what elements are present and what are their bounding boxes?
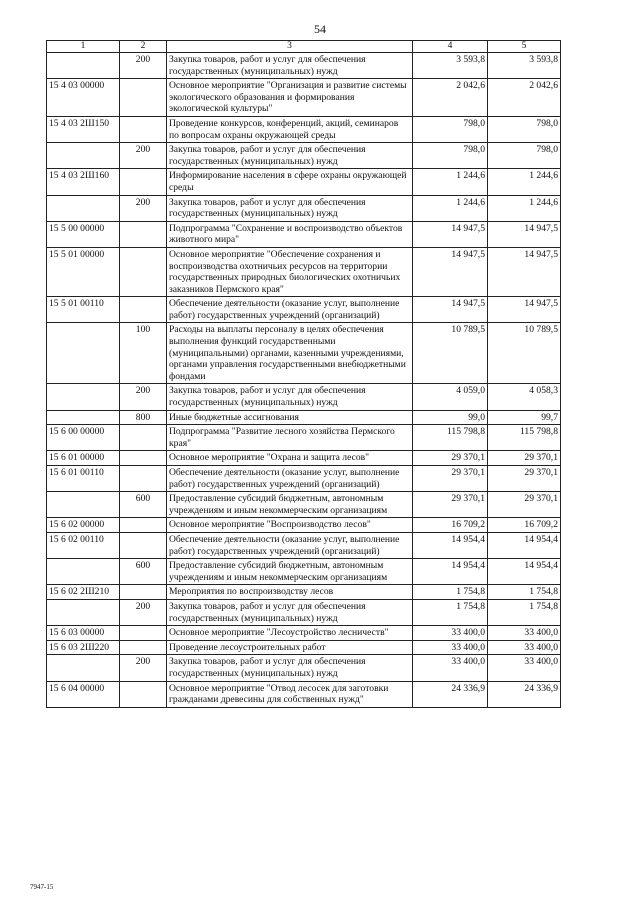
amount-col4-cell: 29 370,1	[413, 466, 488, 492]
amount-col5-cell: 4 058,3	[488, 384, 561, 410]
amount-col5-cell: 798,0	[488, 116, 561, 142]
amount-col5-cell: 29 370,1	[488, 451, 561, 466]
item-name-cell: Проведение конкурсов, конференций, акций, семинаров по вопросам охраны окружающей среды	[167, 116, 413, 142]
amount-col4-cell: 3 593,8	[413, 53, 488, 79]
code-cell: 15 5 00 00000	[47, 221, 120, 247]
expense-type-cell: 200	[120, 599, 167, 625]
table-row	[47, 297, 561, 323]
amount-col5-cell: 1 244,6	[488, 195, 561, 221]
expense-type-cell	[120, 247, 167, 296]
item-name-cell: Расходы на выплаты персоналу в целях обеспечения выполнения функций государственными (муниципальными) органами, казенными учреждениями, органами управления государственными внебюджетными фондами	[167, 323, 413, 384]
amount-col4-cell: 24 336,9	[413, 681, 488, 707]
amount-col5-cell: 14 947,5	[488, 247, 561, 296]
table-row	[47, 384, 561, 410]
amount-col5-cell: 14 947,5	[488, 297, 561, 323]
amount-col4-cell: 1 754,8	[413, 585, 488, 600]
amount-col5-cell: 1 754,8	[488, 599, 561, 625]
item-name-cell: Проведение лесоустроительных работ	[167, 640, 413, 655]
table-row	[47, 53, 561, 79]
amount-col4-cell: 115 798,8	[413, 425, 488, 451]
code-cell: 15 6 01 00110	[47, 466, 120, 492]
expense-type-cell	[120, 626, 167, 641]
expense-type-cell	[120, 169, 167, 195]
expense-type-cell: 200	[120, 655, 167, 681]
code-cell	[47, 655, 120, 681]
table-row	[47, 195, 561, 221]
table-row	[47, 681, 561, 707]
item-name-cell: Основное мероприятие "Обеспечение сохранения и воспроизводства охотничьих ресурсов на территории государственных природных биологических охотничьих заказников Пермского края"	[167, 247, 413, 296]
amount-col5-cell: 99,7	[488, 410, 561, 425]
code-cell: 15 5 01 00000	[47, 247, 120, 296]
item-name-cell: Предоставление субсидий бюджетным, автономным учреждениям и иным некоммерческим организациям	[167, 492, 413, 518]
amount-col5-cell: 14 954,4	[488, 559, 561, 585]
page-number: 54	[314, 22, 326, 36]
item-name-cell: Закупка товаров, работ и услуг для обеспечения государственных (муниципальных) нужд	[167, 143, 413, 169]
code-cell	[47, 323, 120, 384]
amount-col4-cell: 14 947,5	[413, 221, 488, 247]
table-row	[47, 655, 561, 681]
table-row	[47, 451, 561, 466]
code-cell	[47, 143, 120, 169]
item-name-cell: Основное мероприятие "Лесоустройство лесничеств"	[167, 626, 413, 641]
code-cell	[47, 492, 120, 518]
table-row	[47, 599, 561, 625]
item-name-cell: Обеспечение деятельности (оказание услуг, выполнение работ) государственных учреждений (организаций)	[167, 532, 413, 558]
code-cell	[47, 559, 120, 585]
table-row	[47, 323, 561, 384]
code-cell: 15 4 03 2Ш150	[47, 116, 120, 142]
code-cell: 15 6 00 00000	[47, 425, 120, 451]
code-cell	[47, 384, 120, 410]
expense-type-cell: 100	[120, 323, 167, 384]
expense-type-cell	[120, 466, 167, 492]
item-name-cell: Закупка товаров, работ и услуг для обеспечения государственных (муниципальных) нужд	[167, 195, 413, 221]
expense-type-cell	[120, 640, 167, 655]
col-header-1: 1	[47, 41, 120, 53]
amount-col4-cell: 10 789,5	[413, 323, 488, 384]
header-row	[47, 41, 561, 53]
table-row	[47, 466, 561, 492]
table-row	[47, 626, 561, 641]
amount-col4-cell: 2 042,6	[413, 79, 488, 117]
code-cell	[47, 599, 120, 625]
amount-col5-cell: 33 400,0	[488, 655, 561, 681]
amount-col5-cell: 33 400,0	[488, 640, 561, 655]
amount-col4-cell: 16 709,2	[413, 518, 488, 533]
item-name-cell: Иные бюджетные ассигнования	[167, 410, 413, 425]
item-name-cell: Основное мероприятие "Отвод лесосек для заготовки гражданами древесины для собственных нужд"	[167, 681, 413, 707]
table-row	[47, 79, 561, 117]
item-name-cell: Информирование населения в сфере охраны окружающей среды	[167, 169, 413, 195]
amount-col4-cell: 4 059,0	[413, 384, 488, 410]
col-header-2: 2	[120, 41, 167, 53]
amount-col4-cell: 29 370,1	[413, 492, 488, 518]
amount-col5-cell: 29 370,1	[488, 466, 561, 492]
amount-col5-cell: 29 370,1	[488, 492, 561, 518]
code-cell: 15 4 03 2Ш160	[47, 169, 120, 195]
expense-type-cell: 200	[120, 53, 167, 79]
expense-type-cell: 600	[120, 559, 167, 585]
expense-type-cell	[120, 518, 167, 533]
item-name-cell: Мероприятия по воспроизводству лесов	[167, 585, 413, 600]
amount-col4-cell: 798,0	[413, 143, 488, 169]
item-name-cell: Обеспечение деятельности (оказание услуг, выполнение работ) государственных учреждений (организаций)	[167, 466, 413, 492]
amount-col4-cell: 1 754,8	[413, 599, 488, 625]
amount-col4-cell: 33 400,0	[413, 655, 488, 681]
code-cell: 15 5 01 00110	[47, 297, 120, 323]
table-row	[47, 169, 561, 195]
amount-col5-cell: 1 244,6	[488, 169, 561, 195]
code-cell: 15 6 02 2Ш210	[47, 585, 120, 600]
item-name-cell: Подпрограмма "Сохранение и воспроизводство объектов животного мира"	[167, 221, 413, 247]
code-cell: 15 6 03 00000	[47, 626, 120, 641]
item-name-cell: Основное мероприятие "Охрана и защита лесов"	[167, 451, 413, 466]
table-row	[47, 247, 561, 296]
amount-col4-cell: 33 400,0	[413, 626, 488, 641]
amount-col5-cell: 16 709,2	[488, 518, 561, 533]
item-name-cell: Подпрограмма "Развитие лесного хозяйства Пермского края"	[167, 425, 413, 451]
code-cell: 15 6 02 00000	[47, 518, 120, 533]
code-cell: 15 6 04 00000	[47, 681, 120, 707]
amount-col4-cell: 1 244,6	[413, 195, 488, 221]
amount-col4-cell: 14 947,5	[413, 297, 488, 323]
item-name-cell: Закупка товаров, работ и услуг для обеспечения государственных (муниципальных) нужд	[167, 655, 413, 681]
footer-note: 7947-15	[30, 883, 54, 891]
col-header-4: 4	[413, 41, 488, 53]
code-cell	[47, 53, 120, 79]
code-cell: 15 4 03 00000	[47, 79, 120, 117]
item-name-cell: Закупка товаров, работ и услуг для обеспечения государственных (муниципальных) нужд	[167, 384, 413, 410]
amount-col5-cell: 2 042,6	[488, 79, 561, 117]
expense-type-cell	[120, 532, 167, 558]
expense-type-cell	[120, 297, 167, 323]
code-cell	[47, 410, 120, 425]
table-row	[47, 425, 561, 451]
col-header-5: 5	[488, 41, 561, 53]
amount-col5-cell: 798,0	[488, 143, 561, 169]
expense-type-cell: 600	[120, 492, 167, 518]
expense-type-cell	[120, 79, 167, 117]
amount-col5-cell: 24 336,9	[488, 681, 561, 707]
expense-type-cell	[120, 681, 167, 707]
expense-type-cell	[120, 221, 167, 247]
amount-col4-cell: 99,0	[413, 410, 488, 425]
amount-col5-cell: 14 954,4	[488, 532, 561, 558]
item-name-cell: Предоставление субсидий бюджетным, автономным учреждениям и иным некоммерческим организациям	[167, 559, 413, 585]
amount-col5-cell: 10 789,5	[488, 323, 561, 384]
table-row	[47, 143, 561, 169]
amount-col4-cell: 14 954,4	[413, 559, 488, 585]
table-row	[47, 492, 561, 518]
table-row	[47, 410, 561, 425]
code-cell: 15 6 03 2Ш220	[47, 640, 120, 655]
table-row	[47, 518, 561, 533]
table-row	[47, 585, 561, 600]
item-name-cell: Основное мероприятие "Воспроизводство лесов"	[167, 518, 413, 533]
amount-col4-cell: 33 400,0	[413, 640, 488, 655]
expense-type-cell: 800	[120, 410, 167, 425]
code-cell: 15 6 02 00110	[47, 532, 120, 558]
item-name-cell: Обеспечение деятельности (оказание услуг, выполнение работ) государственных учреждений (организаций)	[167, 297, 413, 323]
table-row	[47, 532, 561, 558]
expense-type-cell: 200	[120, 195, 167, 221]
expense-type-cell: 200	[120, 384, 167, 410]
amount-col5-cell: 3 593,8	[488, 53, 561, 79]
col-header-3: 3	[167, 41, 413, 53]
table-row	[47, 559, 561, 585]
expense-type-cell: 200	[120, 143, 167, 169]
expense-type-cell	[120, 451, 167, 466]
amount-col5-cell: 33 400,0	[488, 626, 561, 641]
amount-col4-cell: 14 947,5	[413, 247, 488, 296]
table-row	[47, 116, 561, 142]
item-name-cell: Основное мероприятие "Организация и развитие системы экологического образования и формирования экологической культуры"	[167, 79, 413, 117]
expense-type-cell	[120, 116, 167, 142]
amount-col4-cell: 29 370,1	[413, 451, 488, 466]
expense-type-cell	[120, 425, 167, 451]
code-cell: 15 6 01 00000	[47, 451, 120, 466]
item-name-cell: Закупка товаров, работ и услуг для обеспечения государственных (муниципальных) нужд	[167, 599, 413, 625]
amount-col4-cell: 1 244,6	[413, 169, 488, 195]
budget-table	[46, 40, 561, 708]
amount-col5-cell: 14 947,5	[488, 221, 561, 247]
amount-col5-cell: 115 798,8	[488, 425, 561, 451]
table-row	[47, 221, 561, 247]
amount-col4-cell: 798,0	[413, 116, 488, 142]
expense-type-cell	[120, 585, 167, 600]
code-cell	[47, 195, 120, 221]
amount-col5-cell: 1 754,8	[488, 585, 561, 600]
amount-col4-cell: 14 954,4	[413, 532, 488, 558]
item-name-cell: Закупка товаров, работ и услуг для обеспечения государственных (муниципальных) нужд	[167, 53, 413, 79]
table-row	[47, 640, 561, 655]
